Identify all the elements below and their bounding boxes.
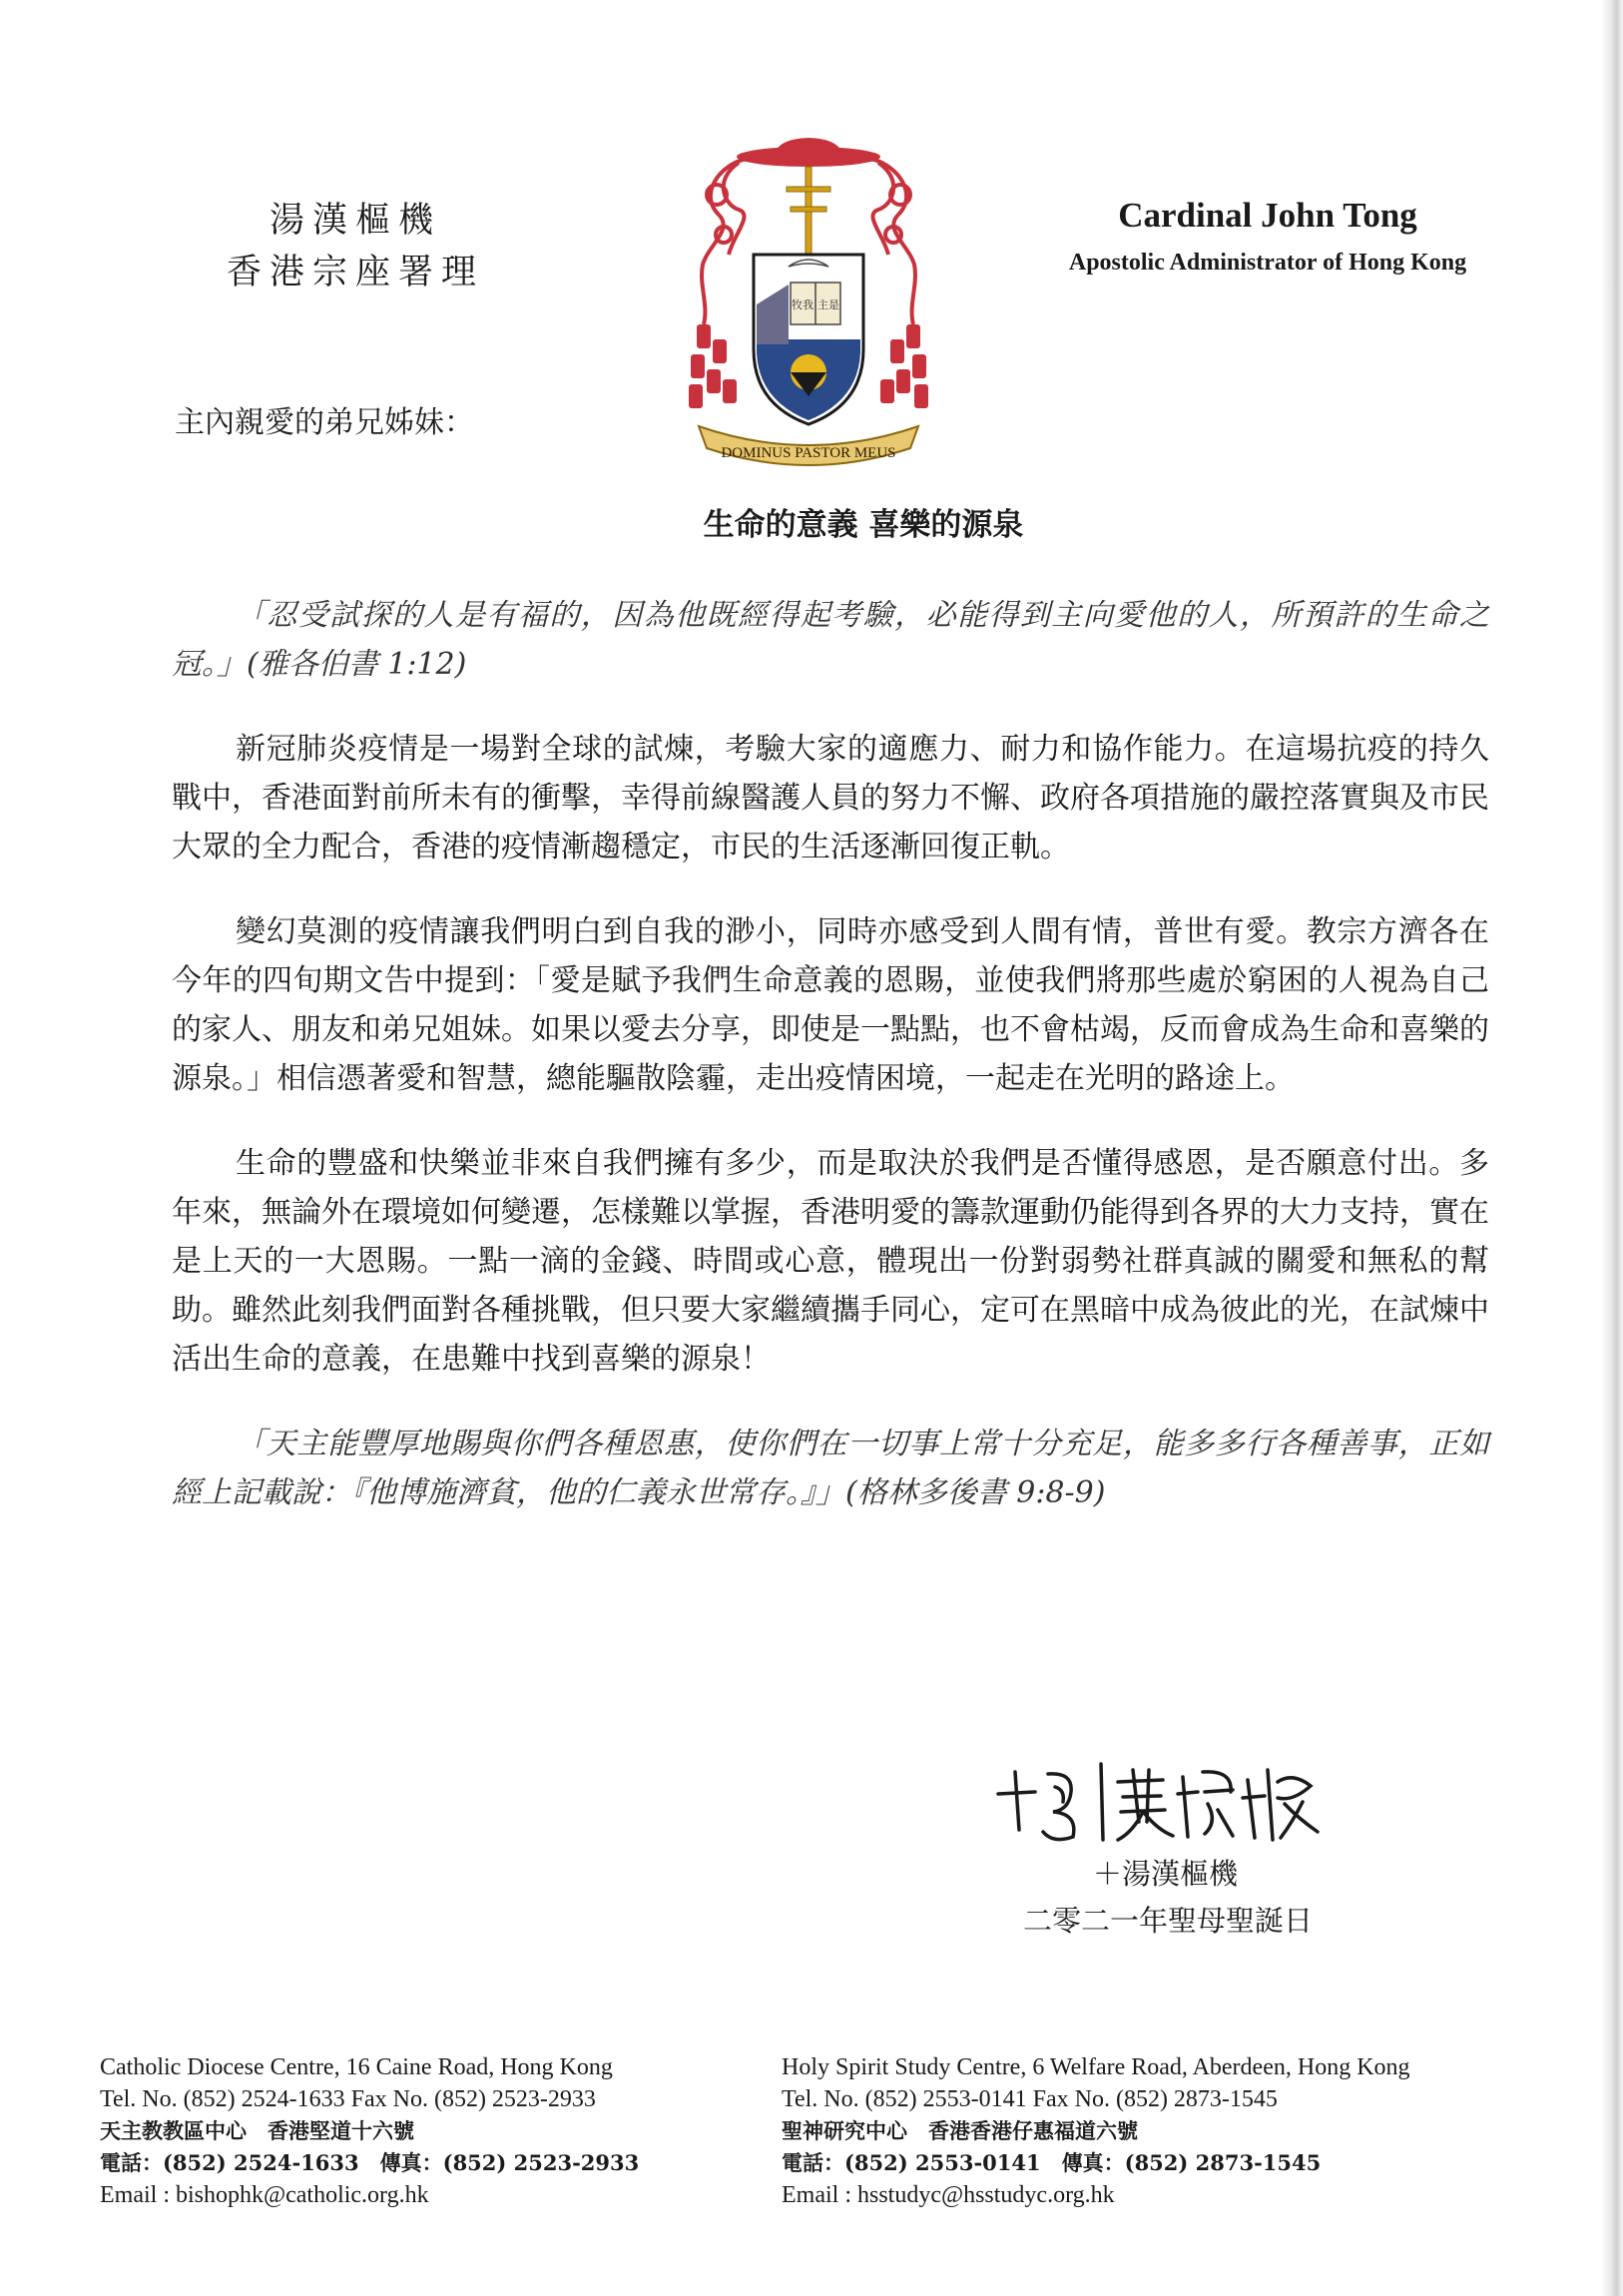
header-en-title: Apostolic Administrator of Hong Kong: [1068, 250, 1467, 276]
footer-left-address-cn: 天主教教區中心 香港堅道十六號: [100, 2118, 414, 2143]
header-cn-name: 湯漢樞機: [269, 201, 441, 241]
svg-text:主是: 主是: [817, 298, 839, 311]
header-en-name: Cardinal John Tong: [1118, 196, 1417, 235]
salutation: 主內親愛的弟兄姊妹：: [175, 405, 474, 440]
footer-right-address-cn: 聖神研究中心 香港香港仔惠福道六號: [782, 2118, 1138, 2143]
closing-quote: 「天主能豐厚地賜與你們各種恩惠，使你們在一切事上常十分充足，能多多行各種善事，正如經上記載說：『他博施濟貧，他的仁義永世常存。』」(格林多後書 9:8-9): [172, 1427, 1489, 1510]
footer-right-address-en: Holy Spirit Study Centre, 6 Welfare Road, Aberdeen, Hong Kong: [782, 2054, 1410, 2080]
body-paragraph-2: 變幻莫測的疫情讓我們明白到自我的渺小，同時亦感受到人間有情，普世有愛。教宗方濟各在今年的四旬期文告中提到：「愛是賦予我們生命意義的恩賜，並使我們將那些處於窮困的人視為自己的家人、朋友和弟兄姐妹。如果以愛去分享，即使是一點點，也不會枯竭，反而會成為生命和喜樂的源泉。」相信憑著愛和智慧，總能驅散陰霾，走出疫情困境，一起走在光明的路途上。: [172, 914, 1489, 1096]
crest-icon: [679, 135, 938, 474]
page-edge-shadow: [1601, 0, 1623, 2296]
letter-body: [172, 591, 1489, 1517]
footer-right-email[interactable]: Email : hsstudyc@hsstudyc.org.hk: [782, 2182, 1115, 2208]
signature-date: 二零二一年聖母聖誕日: [1023, 1904, 1314, 1938]
footer-left-phone-en: Tel. No. (852) 2524-1633 Fax No. (852) 2523-2933: [100, 2086, 596, 2112]
coat-of-arms: [679, 135, 938, 474]
footer-left-phone-cn: 電話：(852) 2524-1633 傳真：(852) 2523-2933: [100, 2150, 640, 2175]
header-cn-block: [196, 195, 515, 298]
body-paragraph-1: 新冠肺炎疫情是一場對全球的試煉，考驗大家的適應力、耐力和協作能力。在這場抗疫的持久戰中，香港面對前所未有的衝擊，幸得前線醫護人員的努力不懈、政府各項措施的嚴控落實與及市民大眾的全力配合，香港的疫情漸趨穩定，市民的生活逐漸回復正軌。: [172, 732, 1489, 864]
signature-name: ＋湯漢樞機: [1093, 1857, 1239, 1891]
svg-text:牧我: 牧我: [792, 298, 813, 311]
footer-right-phone-cn: 電話：(852) 2553-0141 傳真：(852) 2873-1545: [782, 2150, 1322, 2175]
handwritten-signature: [993, 1752, 1333, 1847]
footer-right: [782, 2051, 1540, 2211]
footer-left-address-en: Catholic Diocese Centre, 16 Caine Road, Hong Kong: [100, 2054, 613, 2080]
letter-title: 生命的意義 喜樂的源泉: [703, 507, 1024, 543]
footer-left: [100, 2051, 759, 2211]
footer-right-phone-en: Tel. No. (852) 2553-0141 Fax No. (852) 2873-1545: [782, 2086, 1278, 2112]
opening-quote: 「忍受試探的人是有福的，因為他既經得起考驗，必能得到主向愛他的人，所預許的生命之冠。」(雅各伯書 1:12): [172, 598, 1489, 682]
body-paragraph-3: 生命的豐盛和快樂並非來自我們擁有多少，而是取決於我們是否懂得感恩，是否願意付出。多年來，無論外在環境如何變遷，怎樣難以掌握，香港明愛的籌款運動仍能得到各界的大力支持，實在是上天的一大恩賜。一點一滴的金錢、時間或心意，體現出一份對弱勢社群真誠的關愛和無私的幫助。雖然此刻我們面對各種挑戰，但只要大家繼續攜手同心，定可在黑暗中成為彼此的光，在試煉中活出生命的意義，在患難中找到喜樂的源泉！: [172, 1146, 1489, 1377]
header-cn-title: 香港宗座署理: [226, 253, 484, 292]
signature-icon: [993, 1752, 1333, 1847]
crest-motto: DOMINUS PASTOR MEUS: [721, 445, 896, 461]
header-en-block: [1028, 196, 1507, 277]
footer-left-email[interactable]: Email : bishophk@catholic.org.hk: [100, 2182, 429, 2208]
